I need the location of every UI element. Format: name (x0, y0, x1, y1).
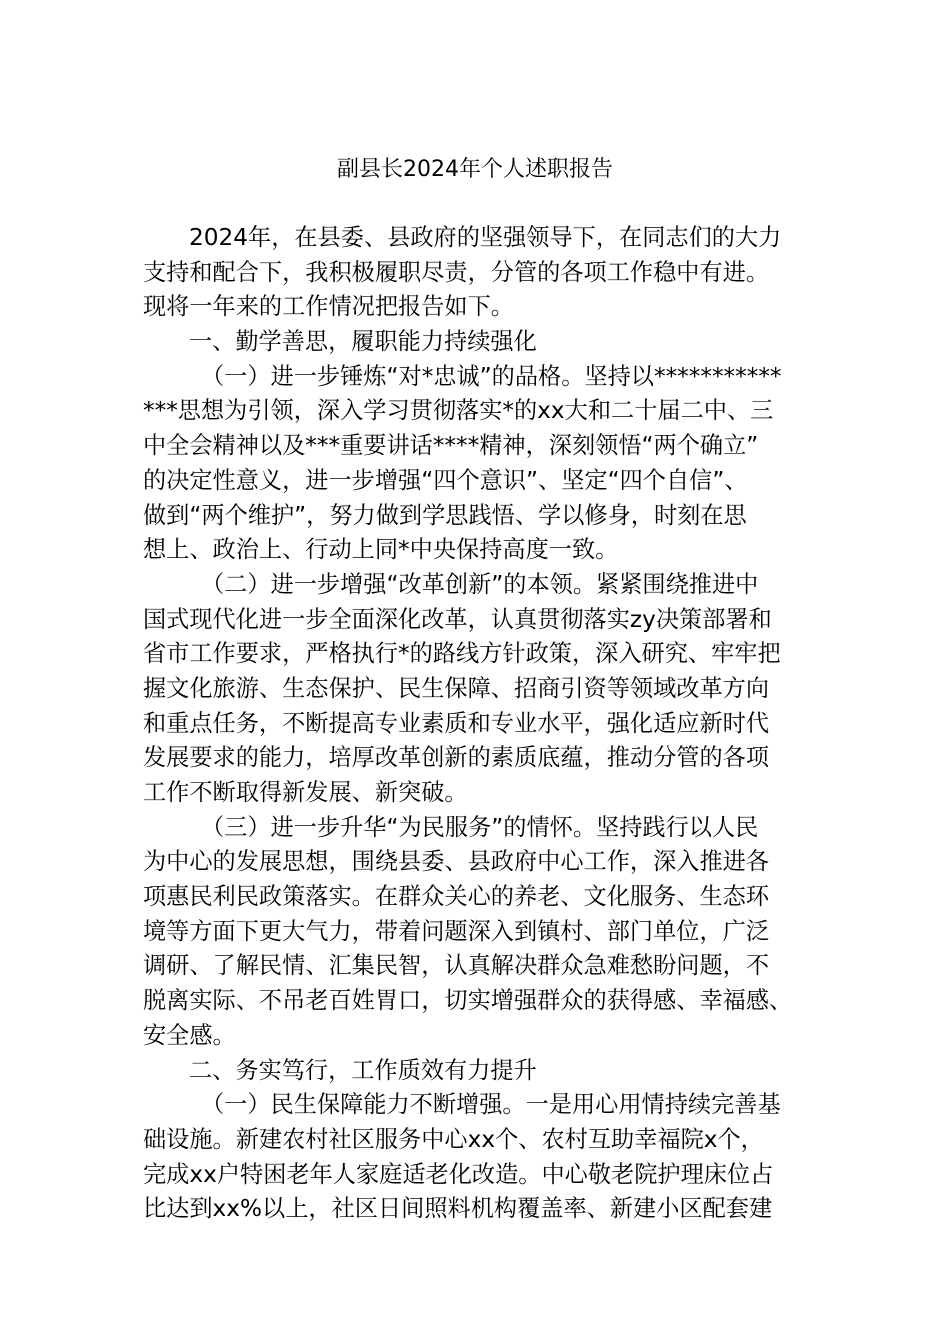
paragraph-line: 做到“两个维护”，努力做到学思践悟、学以修身，时刻在思 (143, 501, 747, 529)
paragraph-line: 中全会精神以及***重要讲话****精神，深刻领悟“两个确立” (143, 432, 759, 460)
paragraph-line: 的决定性意义，进一步增强“四个意识”、坚定“四个自信”、 (143, 466, 748, 494)
paragraph-line: 国式现代化进一步全面深化改革，认真贯彻落实zy决策部署和 (143, 605, 772, 633)
paragraph-line: 完成xx户特困老年人家庭适老化改造。中心敬老院护理床位占 (143, 1160, 774, 1188)
paragraph-line: 支持和配合下，我积极履职尽责，分管的各项工作稳中有进。 (143, 258, 770, 286)
section-heading: 二、务实笃行，工作质效有力提升 (189, 1056, 537, 1084)
paragraph-line: 脱离实际、不吊老百姓胃口，切实增强群众的获得感、幸福感、 (143, 987, 793, 1015)
paragraph-line: 现将一年来的工作情况把报告如下。 (143, 293, 514, 321)
paragraph-line: 想上、政治上、行动上同*中央保持高度一致。 (143, 536, 619, 564)
paragraph-line: 比达到xx%以上，社区日间照料机构覆盖率、新建小区配套建 (143, 1195, 773, 1223)
paragraph-line: 为中心的发展思想，围绕县委、县政府中心工作，深入推进各 (143, 848, 770, 876)
paragraph-line: （二）进一步增强“改革创新”的本领。紧紧围绕推进中 (201, 570, 759, 598)
document-title: 副县长2024年个人述职报告 (337, 157, 613, 182)
paragraph-line: 2024年，在县委、县政府的坚强领导下，在同志们的大力 (189, 224, 782, 251)
paragraph-line: 境等方面下更大气力，带着问题深入到镇村、部门单位，广泛 (143, 917, 770, 945)
paragraph-line: （三）进一步升华“为民服务”的情怀。坚持践行以人民 (201, 813, 759, 841)
paragraph-line: 安全感。 (143, 1021, 236, 1049)
section-heading: 一、勤学善思，履职能力持续强化 (189, 328, 537, 356)
paragraph-line: 础设施。新建农村社区服务中心xx个、农村互助幸福院x个， (143, 1125, 764, 1153)
paragraph-line: 工作不断取得新发展、新突破。 (143, 779, 468, 806)
paragraph-line: 和重点任务，不断提高专业素质和专业水平，强化适应新时代 (143, 709, 770, 737)
paragraph-line: （一）民生保障能力不断增强。一是用心用情持续完善基 (201, 1091, 781, 1119)
paragraph-line: 省市工作要求，严格执行*的路线方针政策，深入研究、牢牢把 (143, 640, 781, 668)
paragraph-line: 项惠民利民政策落实。在群众关心的养老、文化服务、生态环 (143, 883, 770, 911)
paragraph-line: 发展要求的能力，培厚改革创新的素质底蕴，推动分管的各项 (143, 744, 770, 772)
document-body (143, 221, 833, 1227)
paragraph-line: 调研、了解民情、汇集民智，认真解决群众急难愁盼问题，不 (143, 952, 770, 980)
paragraph-line: （一）进一步锤炼“对*忠诚”的品格。坚持以*********** (201, 362, 782, 390)
paragraph-line: ***思想为引领，深入学习贯彻落实*的xx大和二十届二中、三 (143, 397, 774, 425)
paragraph-line: 握文化旅游、生态保护、民生保障、招商引资等领域改革方向 (143, 674, 770, 702)
